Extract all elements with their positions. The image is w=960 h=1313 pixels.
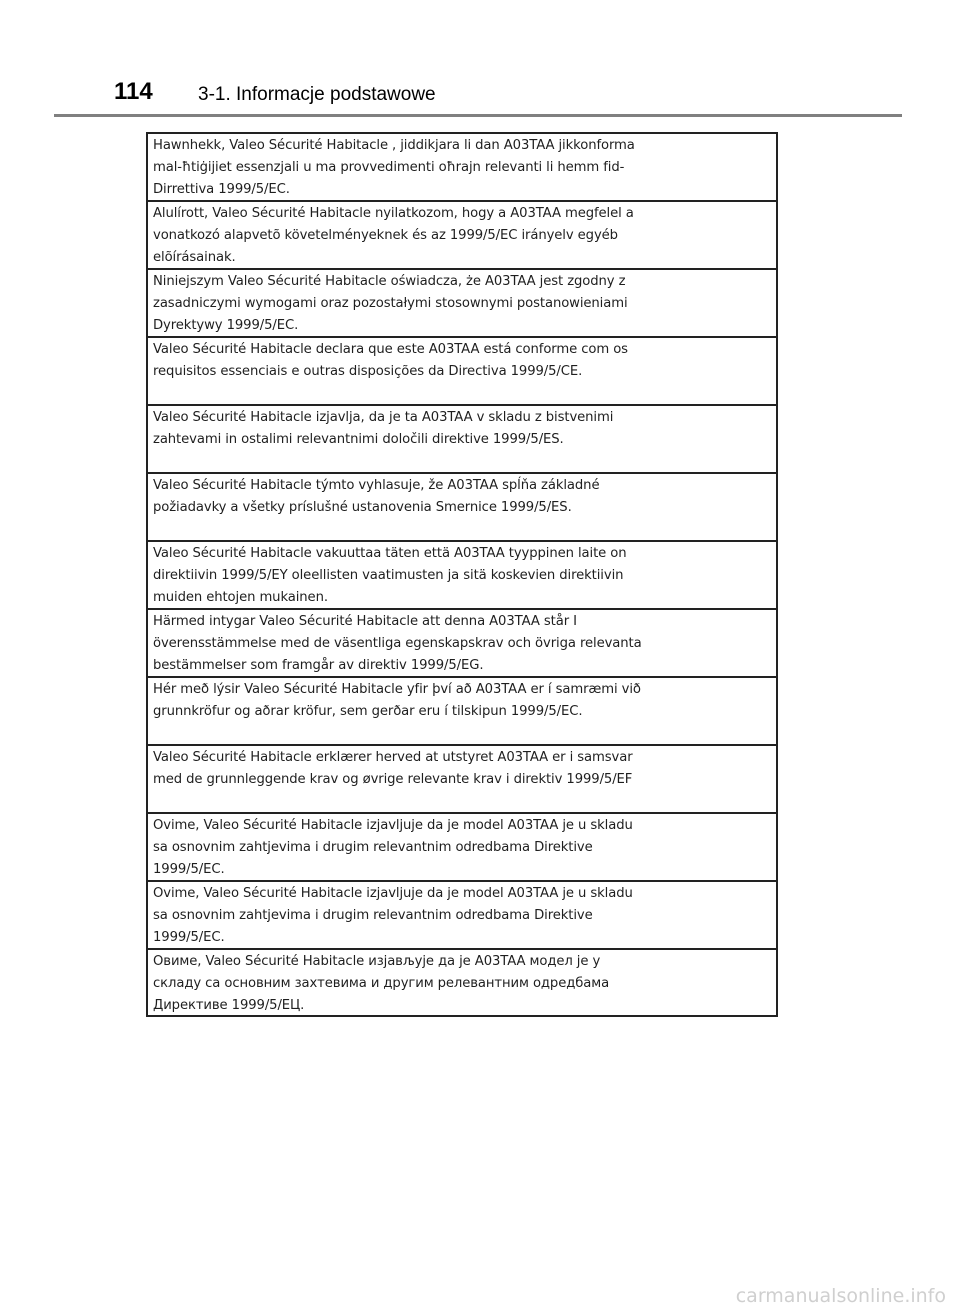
declarations-table — [146, 132, 778, 1017]
declaration-text: Niniejszym Valeo Sécurité Habitacle oświadcza, że A03TAA jest zgodny z zasadniczymi wymogami oraz pozostałymi stosownymi postanowieniami Dyrektywy 1999/5/EC. — [153, 274, 628, 333]
declaration-finnish — [148, 542, 776, 610]
watermark: carmanualsonline.info — [735, 1285, 946, 1307]
declaration-text: Valeo Sécurité Habitacle erklærer herved at utstyret A03TAA er i samsvar med de grunnleggende krav og øvrige relevante krav i direktiv 1999/5/EF — [153, 750, 633, 787]
page-number: 114 — [114, 78, 153, 105]
header-divider — [54, 114, 902, 117]
declaration-text: Овиме, Valeo Sécurité Habitacle изјављује да је A03TAA модел је у складу са основним захтевима и другим релевантним одредбама Директиве 1999/5/ЕЦ. — [153, 954, 610, 1013]
declaration-text: Ovime, Valeo Sécurité Habitacle izjavljuje da je model A03TAA je u skladu sa osnovnim zahtjevima i drugim relevantnim odredbama Direktive 1999/5/EC. — [153, 886, 633, 945]
declaration-text: Härmed intygar Valeo Sécurité Habitacle att denna A03TAA står I överensstämmelse med de väsentliga egenskapskrav och övriga relevanta bestämmelser som framgår av direktiv 1999/5/EG. — [153, 614, 642, 673]
declaration-norwegian — [148, 746, 776, 814]
declaration-slovak — [148, 474, 776, 542]
declaration-text: Hawnhekk, Valeo Sécurité Habitacle , jiddikjara li dan A03TAA jikkonforma mal-ħtiġijiet essenzjali u ma provvedimenti oħrajn relevanti li hemm fid- Dirrettiva 1999/5/EC. — [153, 138, 635, 197]
declaration-croatian — [148, 814, 776, 882]
declaration-hungarian — [148, 202, 776, 270]
declaration-maltese — [148, 134, 776, 202]
declaration-text: Alulírott, Valeo Sécurité Habitacle nyilatkozom, hogy a A03TAA megfelel a vonatkozó alapvetõ követelményeknek és az 1999/5/EC irányelv egyéb elõírásainak. — [153, 206, 634, 265]
declaration-icelandic — [148, 678, 776, 746]
declaration-text: Valeo Sécurité Habitacle vakuuttaa täten että A03TAA tyyppinen laite on direktiivin 1999/5/EY oleellisten vaatimusten ja sitä koskevien direktiivin muiden ehtojen mukainen. — [153, 546, 627, 605]
declaration-text: Hér með lýsir Valeo Sécurité Habitacle yfir því að A03TAA er í samræmi við grunnkröfur og aðrar kröfur, sem gerðar eru í tilskipun 1999/5/EC. — [153, 682, 641, 719]
declaration-slovenian — [148, 406, 776, 474]
page-header — [0, 0, 960, 118]
declaration-swedish — [148, 610, 776, 678]
declaration-text: Valeo Sécurité Habitacle izjavlja, da je ta A03TAA v skladu z bistvenimi zahtevami in ostalimi relevantnimi določili direktive 1999/5/ES. — [153, 410, 614, 447]
declaration-text: Valeo Sécurité Habitacle týmto vyhlasuje, že A03TAA spĺňa základné požiadavky a všetky príslušné ustanovenia Smernice 1999/5/ES. — [153, 478, 600, 515]
section-title: 3-1. Informacje podstawowe — [198, 84, 436, 105]
declaration-serbian — [148, 950, 776, 1015]
declaration-croatian-2 — [148, 882, 776, 950]
declaration-text: Ovime, Valeo Sécurité Habitacle izjavljuje da je model A03TAA je u skladu sa osnovnim zahtjevima i drugim relevantnim odredbama Direktive 1999/5/EC. — [153, 818, 633, 877]
declaration-text: Valeo Sécurité Habitacle declara que este A03TAA está conforme com os requisitos essenciais e outras disposições da Directiva 1999/5/CE. — [153, 342, 628, 379]
declaration-portuguese — [148, 338, 776, 406]
declaration-polish — [148, 270, 776, 338]
